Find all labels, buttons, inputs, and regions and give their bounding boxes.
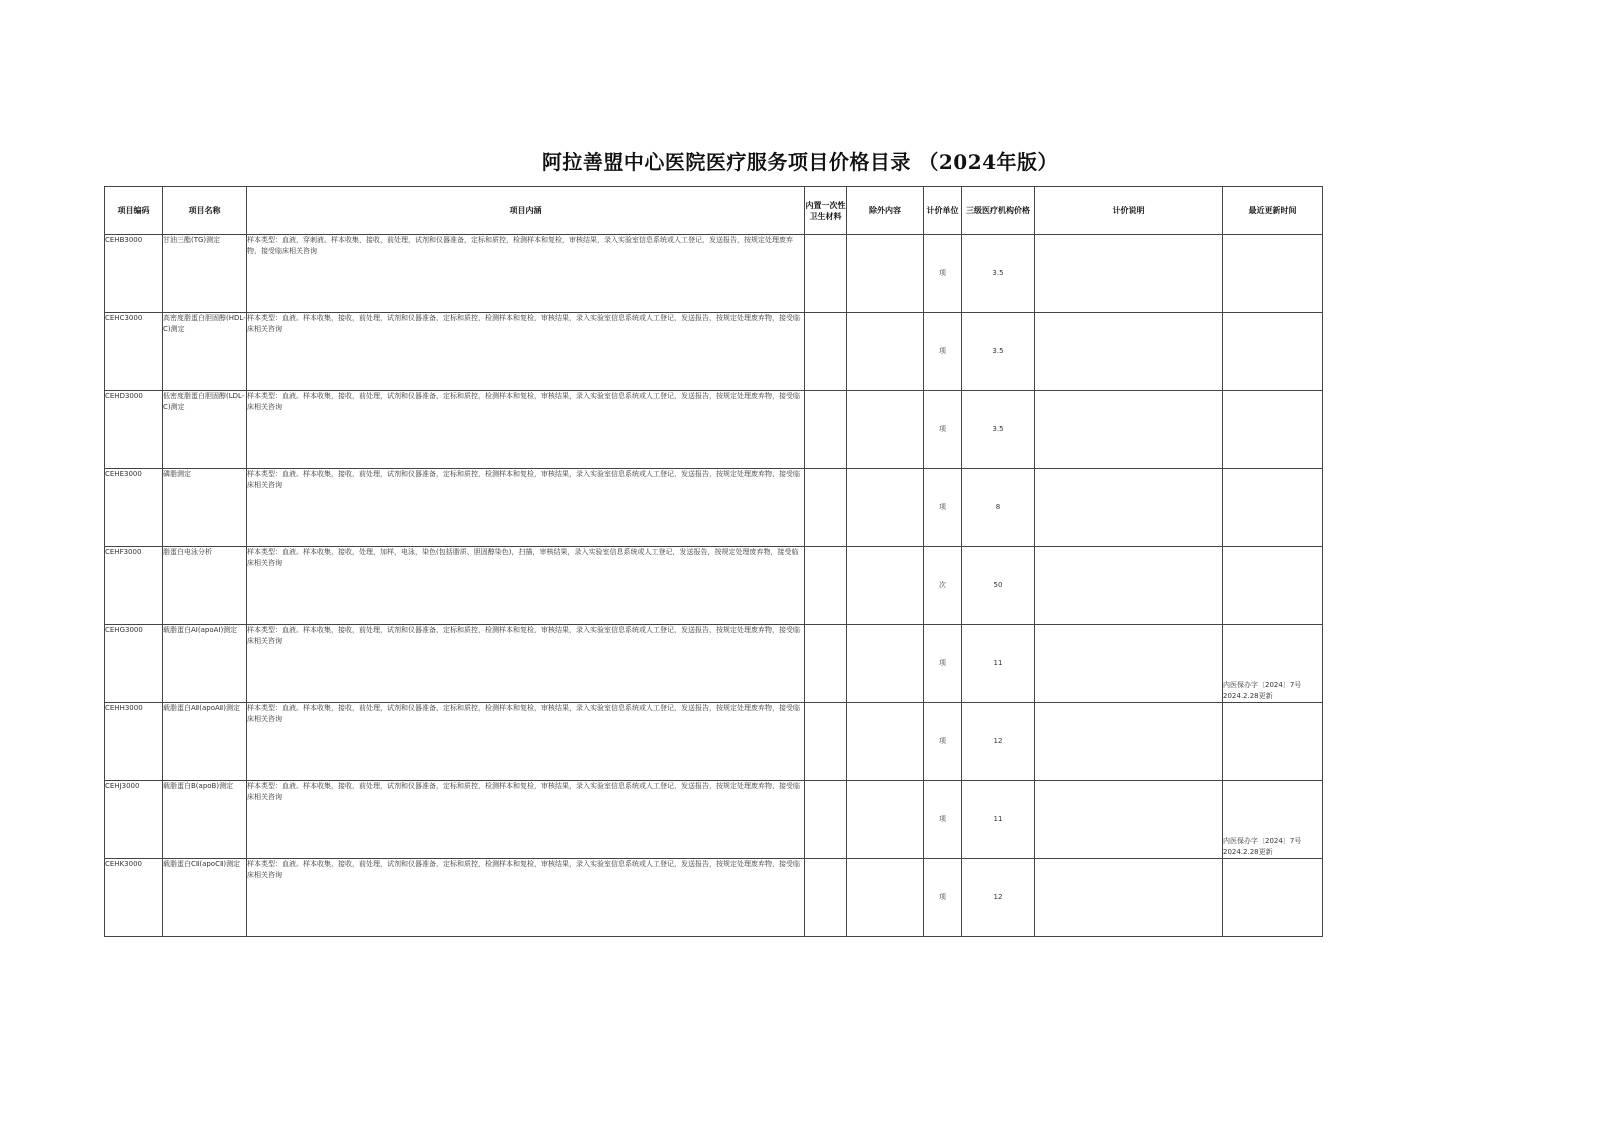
cell-content: 样本类型：血液。样本收集，接收，前处理，试剂和仪器准备，定标和质控，检测样本和复检，审核结果，录入实验室信息系统或人工登记，发送报告，按规定处理废弃物，接受临床相关咨询 [247, 859, 805, 937]
cell-excluded [847, 703, 924, 781]
cell-name: 载脂蛋白B(apoB)测定 [163, 781, 247, 859]
table-row [105, 859, 1323, 937]
cell-unit: 项 [924, 859, 962, 937]
cell-name: 磷脂测定 [163, 469, 247, 547]
cell-excluded [847, 391, 924, 469]
cell-name: 载脂蛋白AⅡ(apoAⅡ)测定 [163, 703, 247, 781]
cell-excluded [847, 313, 924, 391]
cell-updated [1223, 313, 1323, 391]
cell-code: CEHH3000 [105, 703, 163, 781]
cell-note [1035, 235, 1223, 313]
cell-unit: 项 [924, 625, 962, 703]
cell-code: CEHC3000 [105, 313, 163, 391]
cell-price: 11 [962, 781, 1035, 859]
table-row [105, 235, 1323, 313]
cell-note [1035, 313, 1223, 391]
cell-content: 样本类型：血液。样本收集，接收，前处理，试剂和仪器准备，定标和质控，检测样本和复检，审核结果，录入实验室信息系统或人工登记，发送报告，按规定处理废弃物，接受临床相关咨询 [247, 391, 805, 469]
cell-note [1035, 391, 1223, 469]
cell-consumable [805, 469, 847, 547]
table-body [105, 235, 1323, 937]
price-table [104, 186, 1323, 937]
cell-consumable [805, 391, 847, 469]
cell-name: 低密度脂蛋白胆固醇(LDL-C)测定 [163, 391, 247, 469]
table-row [105, 469, 1323, 547]
cell-note [1035, 703, 1223, 781]
cell-updated [1223, 235, 1323, 313]
table-header [105, 187, 1323, 235]
cell-updated [1223, 391, 1323, 469]
cell-price: 11 [962, 625, 1035, 703]
cell-unit: 项 [924, 313, 962, 391]
cell-consumable [805, 235, 847, 313]
cell-code: CEHF3000 [105, 547, 163, 625]
header-name: 项目名称 [163, 187, 247, 235]
cell-updated [1223, 469, 1323, 547]
cell-price: 3.5 [962, 235, 1035, 313]
cell-excluded [847, 859, 924, 937]
cell-name: 高密度脂蛋白胆固醇(HDL-C)测定 [163, 313, 247, 391]
header-content: 项目内涵 [247, 187, 805, 235]
page-title: 阿拉善盟中心医院医疗服务项目价格目录 （2024年版） [541, 150, 1059, 174]
cell-code: CEHE3000 [105, 469, 163, 547]
cell-code: CEHG3000 [105, 625, 163, 703]
header-price: 三级医疗机构价格 [962, 187, 1035, 235]
table-row [105, 781, 1323, 859]
cell-consumable [805, 313, 847, 391]
cell-content: 样本类型：血液。样本收集，接收，前处理，试剂和仪器准备，定标和质控，检测样本和复检，审核结果，录入实验室信息系统或人工登记，发送报告，按规定处理废弃物，接受临床相关咨询 [247, 469, 805, 547]
cell-price: 8 [962, 469, 1035, 547]
cell-content: 样本类型：血液。样本收集，接收，前处理，试剂和仪器准备，定标和质控，检测样本和复检，审核结果，录入实验室信息系统或人工登记，发送报告，按规定处理废弃物，接受临床相关咨询 [247, 313, 805, 391]
cell-excluded [847, 625, 924, 703]
cell-excluded [847, 235, 924, 313]
cell-price: 50 [962, 547, 1035, 625]
cell-consumable [805, 625, 847, 703]
cell-code: CEHK3000 [105, 859, 163, 937]
table-row [105, 391, 1323, 469]
cell-excluded [847, 469, 924, 547]
cell-price: 12 [962, 703, 1035, 781]
header-note: 计价说明 [1035, 187, 1223, 235]
cell-consumable [805, 781, 847, 859]
table-row [105, 313, 1323, 391]
cell-note [1035, 469, 1223, 547]
cell-updated: 内医保办字〔2024〕7号 2024.2.28更新 [1223, 625, 1323, 703]
cell-code: CEHJ3000 [105, 781, 163, 859]
cell-price: 3.5 [962, 313, 1035, 391]
cell-content: 样本类型：血液。样本收集，接收，前处理，试剂和仪器准备，定标和质控，检测样本和复检，审核结果，录入实验室信息系统或人工登记，发送报告，按规定处理废弃物，接受临床相关咨询 [247, 703, 805, 781]
cell-updated: 内医保办字〔2024〕7号 2024.2.28更新 [1223, 781, 1323, 859]
cell-name: 脂蛋白电泳分析 [163, 547, 247, 625]
cell-updated [1223, 859, 1323, 937]
cell-name: 载脂蛋白AⅠ(apoAⅠ)测定 [163, 625, 247, 703]
header-excluded: 除外内容 [847, 187, 924, 235]
cell-excluded [847, 781, 924, 859]
cell-name: 载脂蛋白CⅡ(apoCⅡ)测定 [163, 859, 247, 937]
cell-updated [1223, 547, 1323, 625]
header-updated: 最近更新时间 [1223, 187, 1323, 235]
cell-note [1035, 859, 1223, 937]
cell-note [1035, 781, 1223, 859]
cell-excluded [847, 547, 924, 625]
cell-price: 3.5 [962, 391, 1035, 469]
cell-code: CEHB3000 [105, 235, 163, 313]
table-row [105, 547, 1323, 625]
cell-code: CEHD3000 [105, 391, 163, 469]
cell-name: 甘油三酯(TG)测定 [163, 235, 247, 313]
cell-content: 样本类型：血液。样本收集，接收，前处理，试剂和仪器准备，定标和质控，检测样本和复检，审核结果，录入实验室信息系统或人工登记，发送报告，按规定处理废弃物，接受临床相关咨询 [247, 625, 805, 703]
cell-unit: 次 [924, 547, 962, 625]
cell-content: 样本类型：血液。样本收集，接收，前处理，试剂和仪器准备，定标和质控，检测样本和复检，审核结果，录入实验室信息系统或人工登记，发送报告，按规定处理废弃物，接受临床相关咨询 [247, 781, 805, 859]
cell-consumable [805, 703, 847, 781]
header-consumable: 内置一次性卫生材料 [805, 187, 847, 235]
cell-note [1035, 625, 1223, 703]
cell-consumable [805, 859, 847, 937]
cell-price: 12 [962, 859, 1035, 937]
cell-unit: 项 [924, 781, 962, 859]
cell-note [1035, 547, 1223, 625]
cell-unit: 项 [924, 469, 962, 547]
cell-content: 样本类型：血液。样本收集，接收，处理，加样，电泳，染色(包括脂质、胆固醇染色)，扫描，审核结果，录入实验室信息系统或人工登记，发送报告，按规定处理废弃物，接受临床相关咨询 [247, 547, 805, 625]
cell-content: 样本类型：血液，穿刺液。样本收集，接收，前处理，试剂和仪器准备，定标和质控，检测样本和复检，审核结果，录入实验室信息系统或人工登记，发送报告，按规定处理废弃物，接受临床相关咨询 [247, 235, 805, 313]
cell-updated [1223, 703, 1323, 781]
cell-unit: 项 [924, 703, 962, 781]
cell-consumable [805, 547, 847, 625]
cell-unit: 项 [924, 235, 962, 313]
header-code: 项目编码 [105, 187, 163, 235]
table-row [105, 703, 1323, 781]
table-row [105, 625, 1323, 703]
header-unit: 计价单位 [924, 187, 962, 235]
cell-unit: 项 [924, 391, 962, 469]
